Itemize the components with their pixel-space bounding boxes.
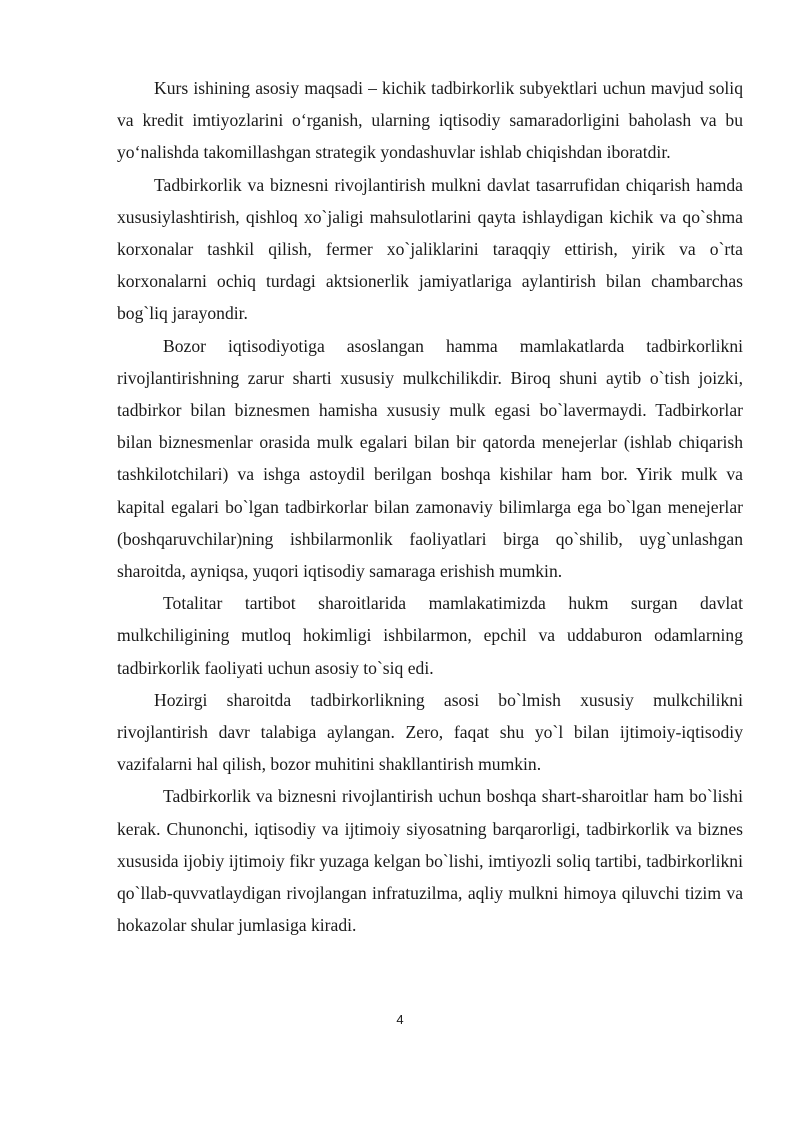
paragraph-market-economy: Bozor iqtisodiyotiga asoslangan hamma mamlakatlarda tadbirkorlikni rivojlantirishning zarur sharti xususiy mulkchilikdir. Biroq shuni aytib o`tish joizki, tadbirkor bilan biznesmen hamisha xususiy mulk egasi bo`lavermaydi. Tadbirkorlar bilan biznesmenlar orasida mulk egalari bilan bir qatorda menejerlar (ishlab chiqarish tashkilotchilari) va ishga astoydil berilgan boshqa kishilar ham bor. Yirik mulk va kapital egalari bo`lgan tadbirkorlar bilan zamonaviy bilimlarga ega bo`lgan menejerlar (boshqaruvchilar)ning ishbilarmonlik faoliyatlari birga qo`shilib, uyg`unlashgan sharoitda, ayniqsa, yuqori iqtisodiy samaraga erishish mumkin. xyxy=(117,335,743,582)
document-body xyxy=(117,72,743,941)
paragraph-business-development: Tadbirkorlik va biznesni rivojlantirish mulkni davlat tasarrufidan chiqarish hamda xususiylashtirish, qishloq xo`jaligi mahsulotlarini qayta ishlaydigan kichik va qo`shma korxonalar tashkil qilish, fermer xo`jaliklarini taraqqiy ettirish, yirik va o`rta korxonalarni ochiq turdagi aktsionerlik jamiyatlariga aylantirish bilan chambarchas bog`liq jarayondir. xyxy=(117,174,743,324)
paragraph-current-conditions: Hozirgi sharoitda tadbirkorlikning asosi bo`lmish xususiy mulkchilikni rivojlantirish davr talabiga aylangan. Zero, faqat shu yo`l bilan ijtimoiy-iqtisodiy vazifalarni hal qilish, bozor muhitini shakllantirish mumkin. xyxy=(117,689,743,775)
page-number: 4 xyxy=(396,1012,404,1027)
paragraph-totalitarian-regime: Totalitar tartibot sharoitlarida mamlakatimizda hukm surgan davlat mulkchiligining mutloq hokimligi ishbilarmon, epchil va uddaburon odamlarning tadbirkorlik faoliyati uchun asosiy to`siq edi. xyxy=(117,593,743,678)
paragraph-other-conditions: Tadbirkorlik va biznesni rivojlantirish uchun boshqa shart-sharoitlar ham bo`lishi kerak. Chunonchi, iqtisodiy va ijtimoiy siyosatning barqarorligi, tadbirkorlik va biznes xususida ijobiy ijtimoiy fikr yuzaga kelgan bo`lishi, imtiyozli soliq tartibi, tadbirkorlikni qo`llab-quvvatlaydigan rivojlangan infratuzilma, aqliy mulkni himoya qiluvchi tizim va hokazolar shular jumlasiga kiradi. xyxy=(117,786,743,936)
paragraph-course-goal: Kurs ishining asosiy maqsadi – kichik tadbirkorlik subyektlari uchun mavjud soliq va kredit imtiyozlarini o‘rganish, ularning iqtisodiy samaradorligini baholash va bu yo‘nalishda takomillashgan strategik yondashuvlar ishlab chiqishdan iboratdir. xyxy=(117,78,743,163)
